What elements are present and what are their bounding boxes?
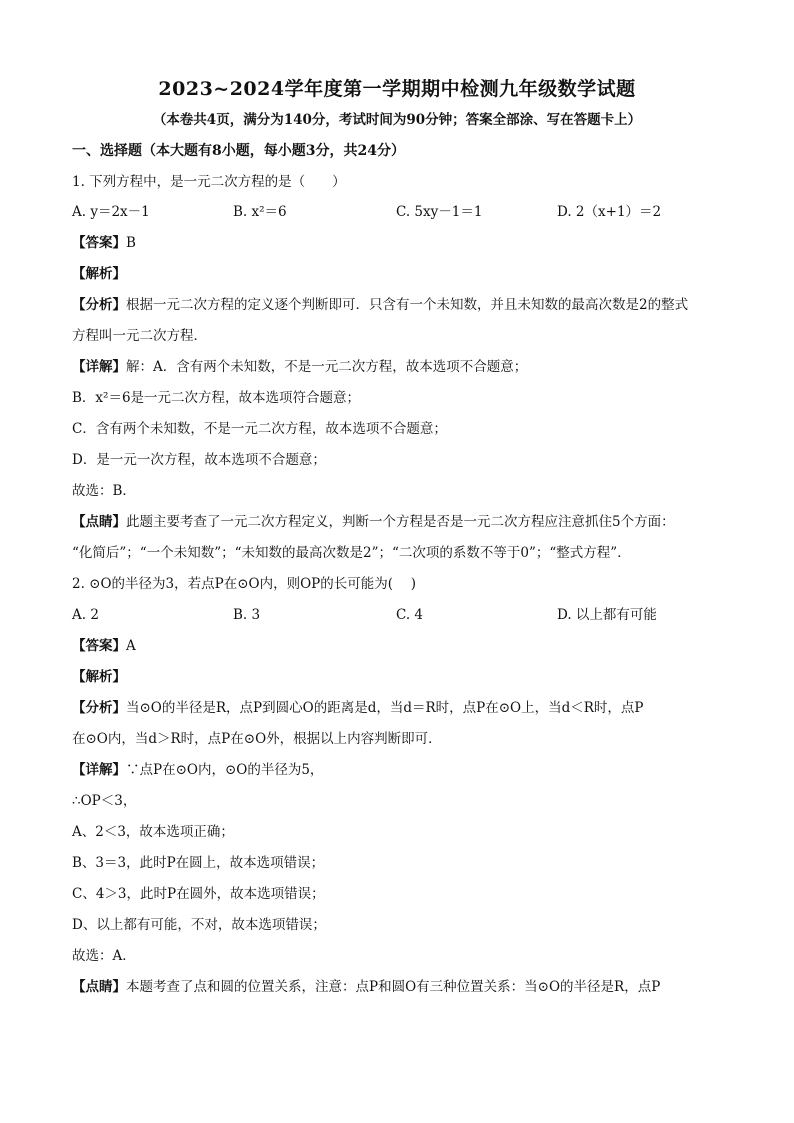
q1-detail-1: 解：A．含有两个未知数，不是一元二次方程，故本选项不合题意； [126,359,528,375]
dianjing-label: 【点睛】 [72,979,126,995]
answer-label: 【答案】 [72,235,126,251]
q1-detail-row [72,357,732,377]
q2-dianjing-text: 本题考查了点和圆的位置关系，注意：点P和圆O有三种位置关系：当⊙O的半径是R，点P [126,979,661,995]
q1-dianjing-cont: “化简后”；“一个未知数”；“未知数的最高次数是2”；“二次项的系数不等于0”；“整式方程”． [72,545,631,561]
q2-detail-1: ∵点P在⊙O内，⊙O的半径为5， [126,762,324,778]
page-title: 2023~2024学年度第一学期期中检测九年级数学试题 [158,78,636,100]
q1-dianjing-row [72,512,732,532]
fenxi-label: 【分析】 [72,297,126,313]
q2-detail-row [72,760,732,780]
q2-stem: 2. ⊙O的半径为3，若点P在⊙O内，则OP的长可能为( ) [72,576,417,592]
q1-option-c: C. 5xy－1＝1 [396,204,483,220]
q1-fenxi-cont: 方程叫一元二次方程． [72,328,207,344]
q1-fenxi-text: 根据一元二次方程的定义逐个判断即可．只含有一个未知数，并且未知数的最高次数是2的整式 [126,297,689,313]
q1-detail-2: B．x²＝6是一元二次方程，故本选项符合题意； [72,390,361,406]
q1-choose: 故选：B． [72,483,136,499]
q2-option-b: B. 3 [233,607,261,623]
q2-fenxi-text: 当⊙O的半径是R，点P到圆心O的距离是d，当d＝R时，点P在⊙O上，当d＜R时，点P [126,700,644,716]
q1-dianjing-text: 此题主要考查了一元二次方程定义，判断一个方程是否是一元二次方程应注意抓住5个方面： [126,514,675,530]
xiangjie-label: 【详解】 [72,762,126,778]
q2-fenxi-row [72,698,732,718]
q2-answer: A [126,638,136,654]
q2-detail-5: C、4＞3，此时P在圆外，故本选项错误； [72,886,325,902]
q2-analysis-row [72,667,732,687]
q1-option-a: A. y＝2x－1 [72,204,150,220]
q2-choose: 故选：A． [72,948,136,964]
xiangjie-label: 【详解】 [72,359,126,375]
q1-option-d: D. 2（x+1）＝2 [557,204,662,220]
page-subtitle: （本卷共4页，满分为140分，考试时间为90分钟；答案全部涂、写在答题卡上） [152,112,642,128]
q2-detail-6: D、以上都有可能，不对，故本选项错误； [72,917,326,933]
q2-dianjing-row [72,977,732,997]
q2-detail-3: A、2＜3，故本选项正确； [72,824,234,840]
section-heading: 一、选择题（本大题有8小题，每小题3分，共24分） [72,143,405,159]
q1-option-b: B. x²＝6 [233,204,287,220]
q2-option-a: A. 2 [72,607,99,623]
q1-stem: 1. 下列方程中，是一元二次方程的是（ ） [72,174,346,190]
q1-analysis-row [72,264,732,284]
q1-detail-4: D．是一元一次方程，故本选项不合题意； [72,452,326,468]
q2-detail-4: B、3＝3，此时P在圆上，故本选项错误； [72,855,325,871]
q1-answer-row [72,233,732,253]
q2-option-c: C. 4 [396,607,424,623]
q2-fenxi-cont: 在⊙O内，当d＞R时，点P在⊙O外，根据以上内容判断即可． [72,731,442,747]
fenxi-label: 【分析】 [72,700,126,716]
q1-fenxi-row [72,295,732,315]
analysis-label: 【解析】 [72,266,126,282]
answer-label: 【答案】 [72,638,126,654]
q1-answer: B [126,235,136,251]
analysis-label: 【解析】 [72,669,126,685]
q2-detail-2: ∴OP＜3， [72,793,137,809]
q2-answer-row [72,636,732,656]
q2-option-d: D. 以上都有可能 [557,607,657,623]
dianjing-label: 【点睛】 [72,514,126,530]
q1-detail-3: C．含有两个未知数，不是一元二次方程，故本选项不合题意； [72,421,447,437]
